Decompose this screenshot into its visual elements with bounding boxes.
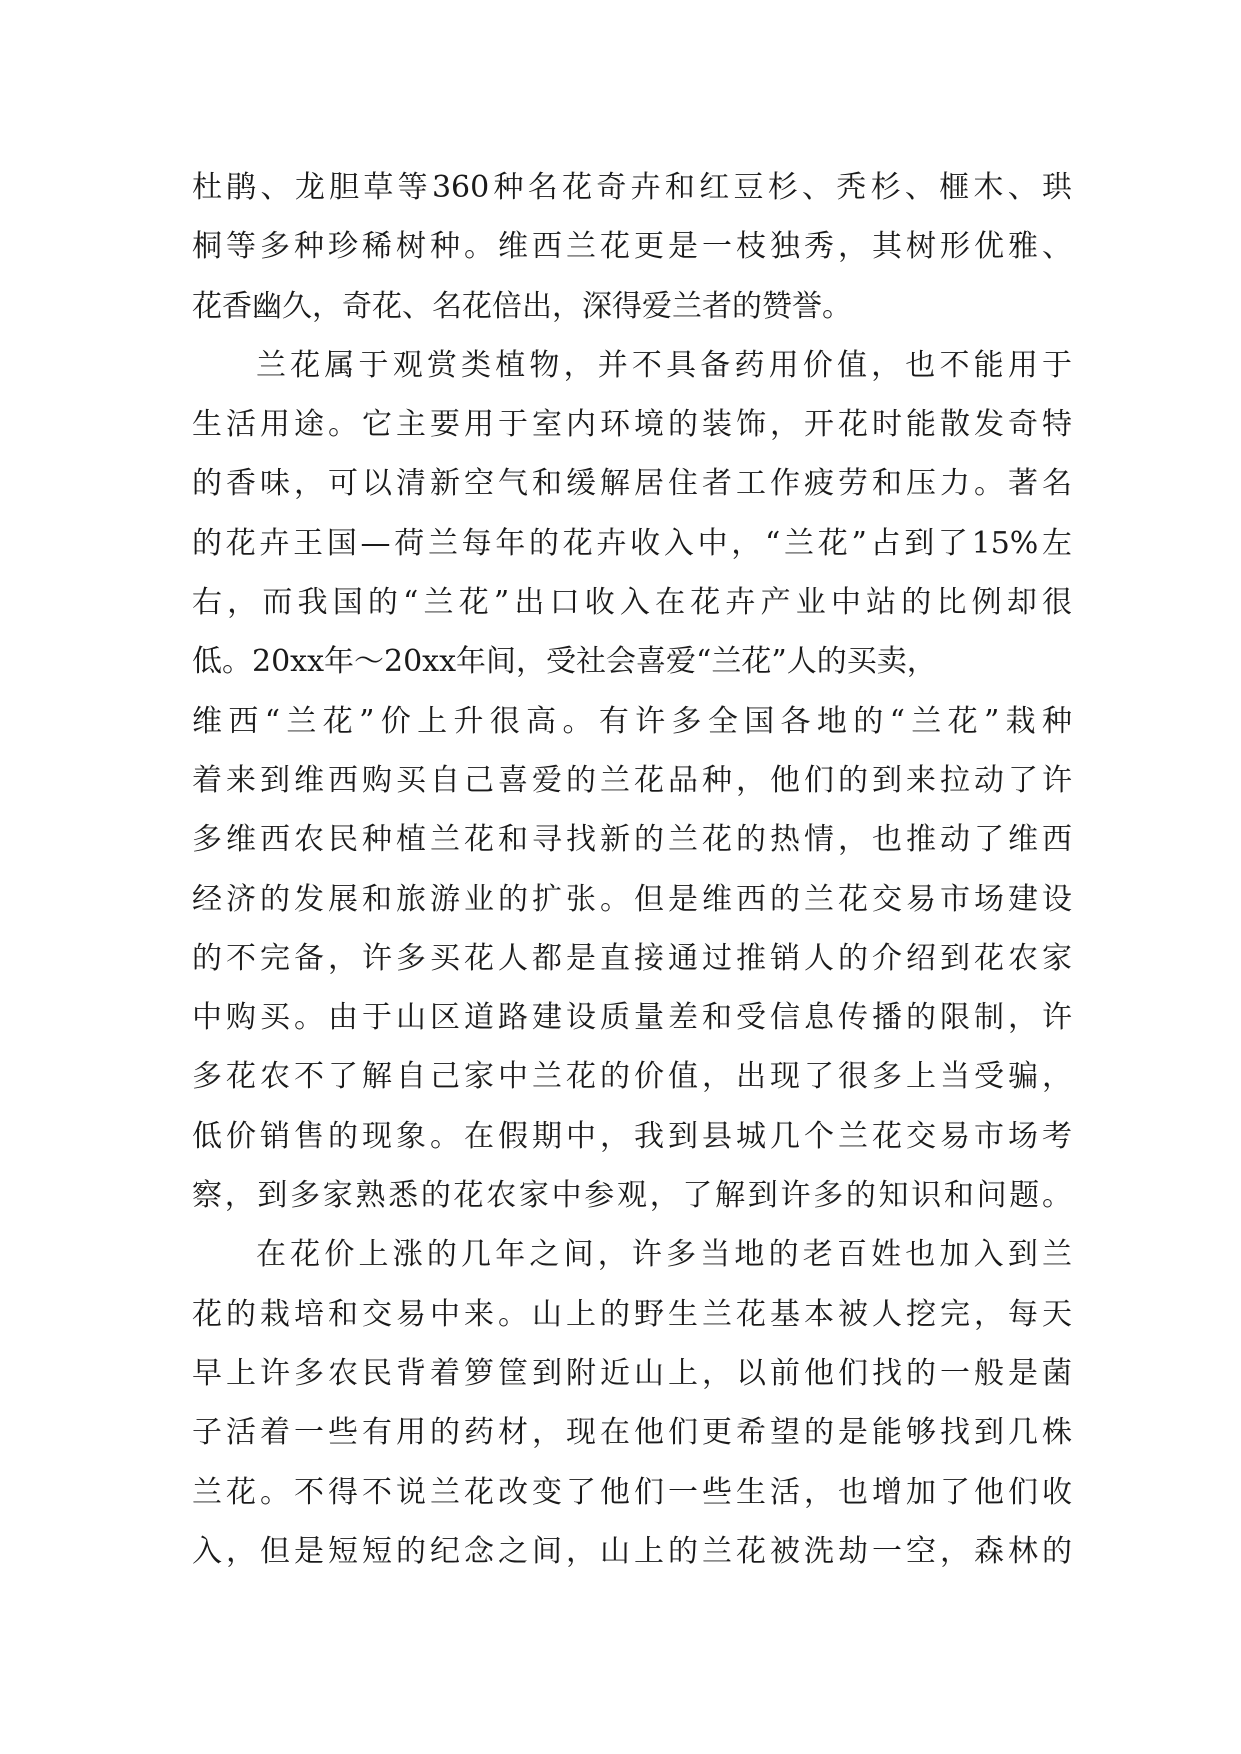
text-line: 多维西农民种植兰花和寻找新的兰花的热情，也推动了维西 xyxy=(192,822,1072,858)
text-line: 的香味，可以清新空气和缓解居住者工作疲劳和压力。著名 xyxy=(192,466,1072,502)
paragraph-first-line: 兰花属于观赏类植物，并不具备药用价值，也不能用于 xyxy=(256,347,1072,383)
text-line: 杜鹃、龙胆草等360种名花奇卉和红豆杉、秃杉、榧木、珙 xyxy=(192,170,1072,205)
paragraph-first-line: 在花价上涨的几年之间，许多当地的老百姓也加入到兰 xyxy=(256,1237,1072,1273)
text-line: 兰花。不得不说兰花改变了他们一些生活，也增加了他们收 xyxy=(192,1474,1072,1510)
text-line: 中购买。由于山区道路建设质量差和受信息传播的限制，许 xyxy=(192,1000,1072,1036)
text-line: 入，但是短短的纪念之间，山上的兰花被洗劫一空，森林的 xyxy=(192,1533,1072,1569)
text-line: 低价销售的现象。在假期中，我到县城几个兰花交易市场考 xyxy=(192,1118,1072,1154)
text-line: 低。20xx年～20xx年间，受社会喜爱“兰花”人的买卖， xyxy=(192,644,937,680)
text-line: 早上许多农民背着箩筐到附近山上，以前他们找的一般是菌 xyxy=(192,1355,1072,1391)
text-line: 维西“兰花”价上升很高。有许多全国各地的“兰花”栽种 xyxy=(192,703,1072,739)
text-line: 生活用途。它主要用于室内环境的装饰，开花时能散发奇特 xyxy=(192,407,1072,443)
text-line: 的不完备，许多买花人都是直接通过推销人的介绍到花农家 xyxy=(192,940,1072,976)
text-line: 经济的发展和旅游业的扩张。但是维西的兰花交易市场建设 xyxy=(192,881,1072,917)
text-line: 着来到维西购买自己喜爱的兰花品种，他们的到来拉动了许 xyxy=(192,762,1072,798)
text-line: 察，到多家熟悉的花农家中参观，了解到许多的知识和问题。 xyxy=(192,1178,1072,1214)
text-line: 的花卉王国—荷兰每年的花卉收入中，“兰花”占到了15%左 xyxy=(192,525,1072,561)
text-line: 桐等多种珍稀树种。维西兰花更是一枝独秀，其树形优雅、 xyxy=(192,229,1072,265)
text-line: 花的栽培和交易中来。山上的野生兰花基本被人挖完，每天 xyxy=(192,1296,1072,1332)
text-line: 右，而我国的“兰花”出口收入在花卉产业中站的比例却很 xyxy=(192,585,1072,621)
text-line: 多花农不了解自己家中兰花的价值，出现了很多上当受骗， xyxy=(192,1059,1072,1095)
text-line: 子活着一些有用的药材，现在他们更希望的是能够找到几株 xyxy=(192,1415,1072,1451)
text-line: 花香幽久，奇花、名花倍出，深得爱兰者的赞誉。 xyxy=(192,288,852,324)
body-text xyxy=(192,158,1072,1581)
